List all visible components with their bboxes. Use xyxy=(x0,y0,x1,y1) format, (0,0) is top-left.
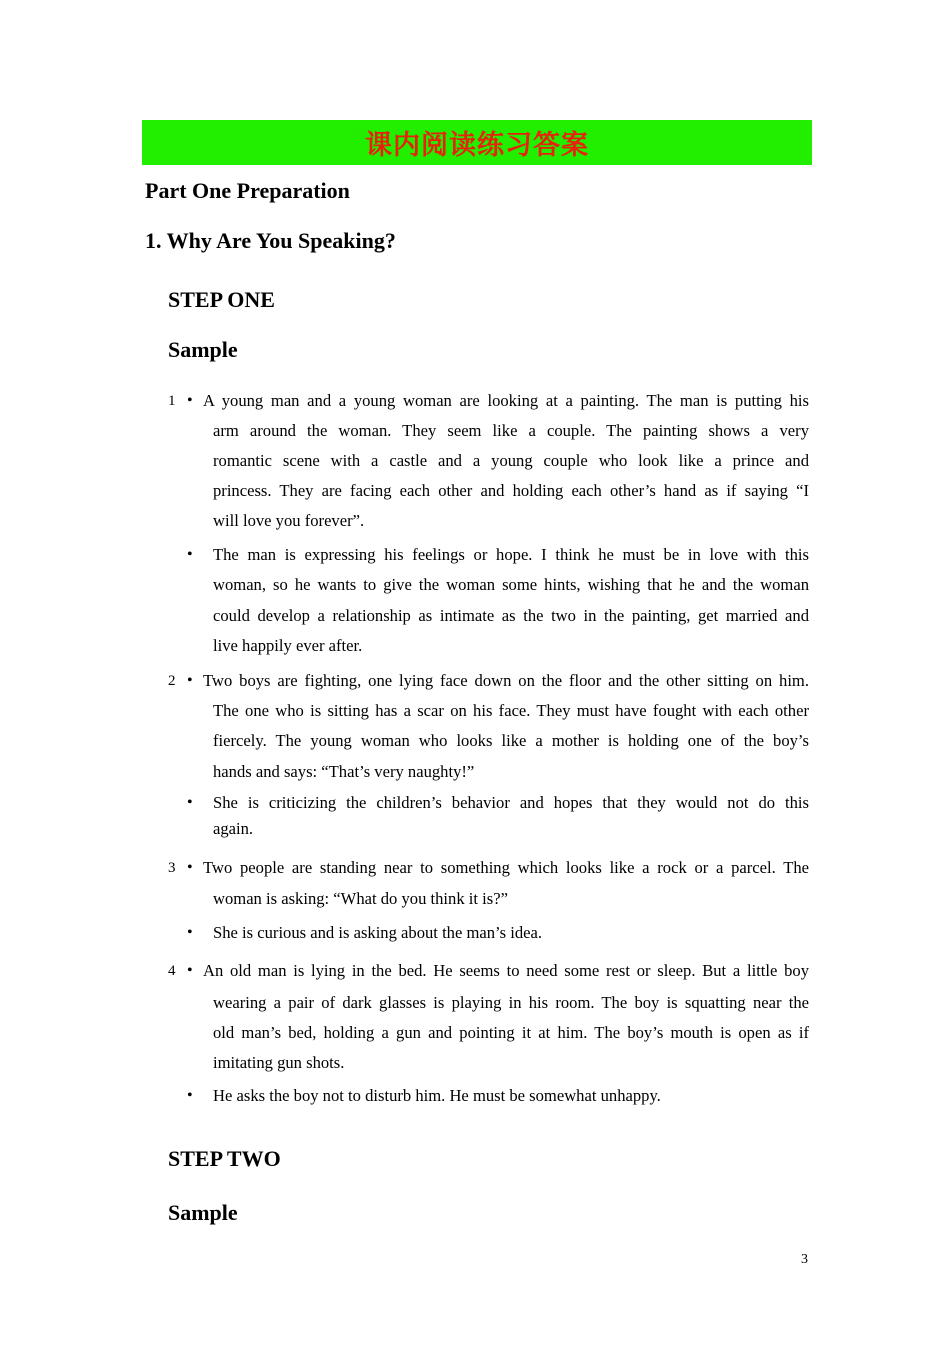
item-line: live happily ever after. xyxy=(213,636,363,655)
item-number: 1 xyxy=(168,393,176,409)
item-line: again. xyxy=(213,819,254,838)
page-number: 3 xyxy=(801,1252,808,1267)
item-line: woman is asking: “What do you think it is?” xyxy=(213,889,508,908)
item-line: Two boys are fighting, one lying face down on the floor and the other sitting on him. xyxy=(203,671,809,690)
item-line: imitating gun shots. xyxy=(213,1053,345,1072)
item-line: wearing a pair of dark glasses is playing in his room. The boy is squatting near the xyxy=(213,993,809,1012)
item-line: An old man is lying in the bed. He seems to need some rest or sleep. But a little boy xyxy=(203,961,809,980)
item-number: 3 xyxy=(168,860,176,876)
item-line: romantic scene with a castle and a young couple who look like a prince and xyxy=(213,451,809,470)
item-number: 2 xyxy=(168,673,176,689)
step-one-heading: STEP ONE xyxy=(168,287,275,312)
item-line: fiercely. The young woman who looks like a mother is holding one of the boy’s xyxy=(213,731,809,750)
title-banner xyxy=(142,120,812,165)
item-line: arm around the woman. They seem like a couple. The painting shows a very xyxy=(213,421,809,440)
bullet-icon: • xyxy=(187,672,193,689)
banner-title: 课内阅读练习答案 xyxy=(365,130,589,161)
bullet-icon: • xyxy=(187,859,193,876)
item-line: He asks the boy not to disturb him. He must be somewhat unhappy. xyxy=(213,1086,661,1105)
bullet-icon: • xyxy=(187,392,193,409)
sample-heading: Sample xyxy=(168,1200,238,1225)
item-line: The man is expressing his feelings or hope. I think he must be in love with this xyxy=(213,545,809,564)
item-line: A young man and a young woman are looking at a painting. The man is putting his xyxy=(203,391,809,410)
item-line: hands and says: “That’s very naughty!” xyxy=(213,762,475,781)
item-line: The one who is sitting has a scar on his face. They must have fought with each other xyxy=(213,701,809,720)
bullet-icon: • xyxy=(187,546,193,563)
item-line: woman, so he wants to give the woman some hints, wishing that he and the woman xyxy=(213,575,809,594)
step-two-heading: STEP TWO xyxy=(168,1146,281,1171)
sample-heading: Sample xyxy=(168,337,238,362)
bullet-icon: • xyxy=(187,924,193,941)
item-line: old man’s bed, holding a gun and pointing it at him. The boy’s mouth is open as if xyxy=(213,1023,809,1042)
section-heading: 1. Why Are You Speaking? xyxy=(145,228,396,253)
item-line: She is criticizing the children’s behavior and hopes that they would not do this xyxy=(213,793,809,812)
item-line: She is curious and is asking about the man’s idea. xyxy=(213,923,543,942)
item-number: 4 xyxy=(168,963,176,979)
part-heading: Part One Preparation xyxy=(145,178,350,203)
item-line: could develop a relationship as intimate as the two in the painting, get married and xyxy=(213,606,809,625)
item-line: princess. They are facing each other and holding each other’s hand as if saying “I xyxy=(213,481,809,500)
bullet-icon: • xyxy=(187,794,193,811)
item-line: Two people are standing near to something which looks like a rock or a parcel. The xyxy=(203,858,809,877)
item-line: will love you forever”. xyxy=(213,511,365,530)
bullet-icon: • xyxy=(187,962,193,979)
bullet-icon: • xyxy=(187,1087,193,1104)
